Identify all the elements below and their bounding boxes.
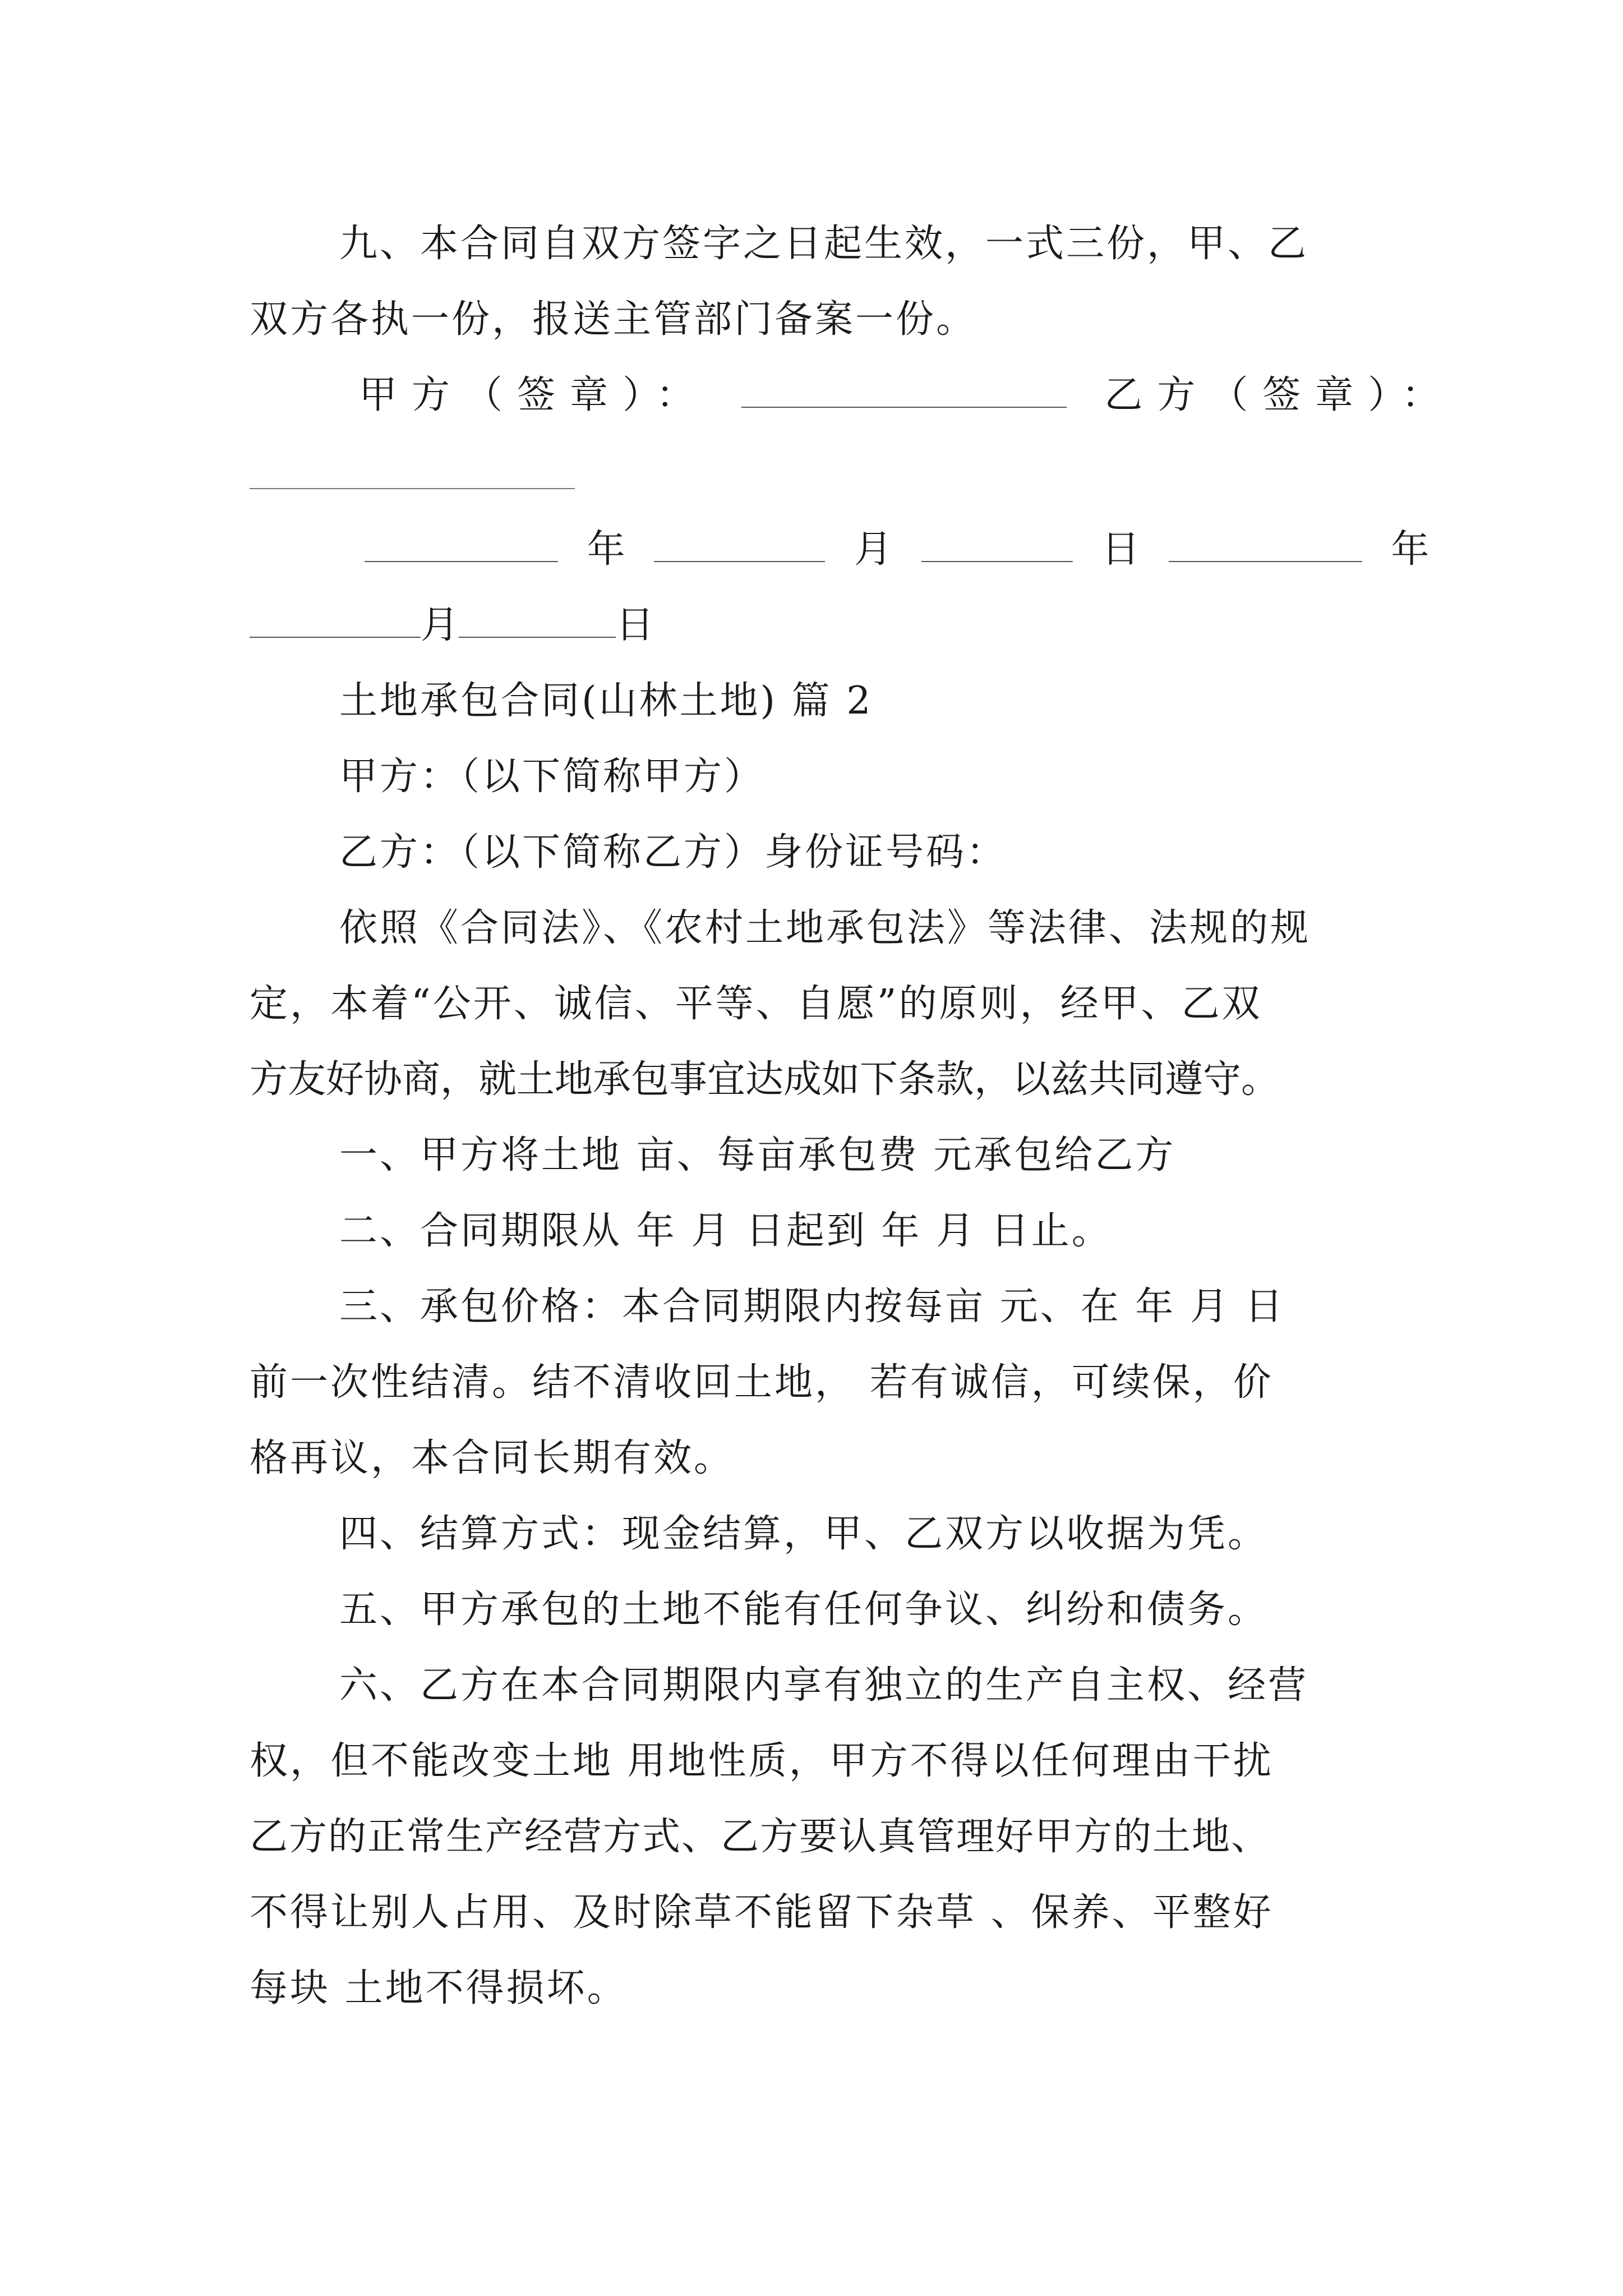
year-label-2: 年 (1391, 527, 1430, 572)
party-b-line: 乙方：（以下简称乙方）身份证号码： (339, 830, 1007, 875)
clause-2: 二、合同期限从 年 月 日起到 年 月 日止。 (339, 1209, 1112, 1253)
day-label-2: 日 (616, 603, 654, 647)
party-a-signature-blank (741, 373, 1067, 408)
month-label-1: 月 (854, 527, 892, 572)
year-blank-2 (1169, 527, 1362, 562)
clause-6-line-2: 权，但不能改变土地 用地性质，甲方不得以任何理由干扰 (250, 1739, 1274, 1783)
clause-6-line-4: 不得让别人占用、及时除草不能留下杂草 、保养、平整好 (250, 1890, 1274, 1935)
party-a-line: 甲方：（以下简称甲方） (339, 754, 765, 799)
party-a-signature-label: 甲方（签章）： (359, 373, 709, 417)
day-blank-1 (921, 527, 1073, 562)
date-row-2 (250, 597, 1399, 654)
clause-3-line-2: 前一次性结清。结不清收回土地， 若有诚信，可续保，价 (250, 1360, 1274, 1405)
party-b-signature-blank (250, 488, 575, 489)
section-title: 土地承包合同(山林土地) 篇 2 (339, 679, 873, 723)
month-label-2: 月 (421, 603, 459, 647)
signature-row (359, 367, 1509, 424)
preamble-line-1: 依照《合同法》、《农村土地承包法》等法律、法规的规 (339, 906, 1311, 950)
clause-3-line-3: 格再议，本合同长期有效。 (250, 1436, 735, 1480)
day-label-1: 日 (1101, 527, 1140, 572)
clause-6-line-5: 每块 土地不得损坏。 (250, 1966, 628, 2010)
clause-4: 四、结算方式：现金结算，甲、乙双方以收据为凭。 (339, 1512, 1269, 1556)
year-blank-1 (365, 527, 558, 562)
party-b-signature-label: 乙方（签章）： (1104, 373, 1455, 417)
clause-9-line-1: 九、本合同自双方签字之日起生效，一式三份，甲、乙 (339, 222, 1309, 266)
clause-1: 一、甲方将土地 亩、每亩承包费 元承包给乙方 (339, 1133, 1176, 1177)
clause-5: 五、甲方承包的土地不能有任何争议、纠纷和债务。 (339, 1588, 1269, 1632)
month-blank-1 (654, 527, 825, 562)
month-blank-2 (250, 603, 421, 638)
year-label-1: 年 (587, 527, 625, 572)
day-blank-2 (459, 603, 616, 638)
clause-9-line-2: 双方各执一份，报送主管部门备案一份。 (250, 297, 977, 342)
clause-6-line-1: 六、乙方在本合同期限内享有独立的生产自主权、经营 (339, 1663, 1309, 1708)
clause-3-line-1: 三、承包价格：本合同期限内按每亩 元、在 年 月 日 (339, 1285, 1285, 1329)
preamble-line-2: 定，本着“公开、诚信、平等、自愿”的原则，经甲、乙双 (250, 982, 1262, 1026)
date-row-1 (365, 522, 1514, 578)
clause-6-line-3: 乙方的正常生产经营方式、乙方要认真管理好甲方的土地、 (250, 1815, 1271, 1859)
preamble-line-3: 方友好协商，就土地承包事宜达成如下条款，以兹共同遵守。 (250, 1057, 1280, 1102)
